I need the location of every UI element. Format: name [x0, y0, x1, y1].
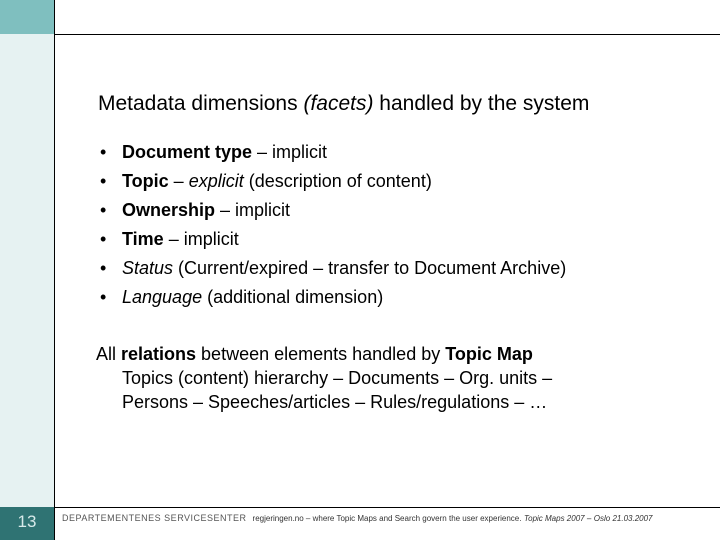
footer-site-text: regjeringen.no – where Topic Maps and Search govern the user experience. — [252, 514, 522, 523]
bullet-text: – implicit — [215, 200, 291, 220]
title-text-end: handled by the system — [373, 92, 590, 115]
bullet-text: – implicit — [163, 229, 239, 249]
bullet-bold: Document type — [122, 142, 253, 162]
relations-middle: between elements handled by — [196, 344, 446, 364]
list-item — [100, 256, 566, 285]
relations-line-3: Persons – Speeches/articles – Rules/regulations – … — [122, 392, 548, 412]
header-accent-block — [0, 0, 54, 34]
vertical-divider — [54, 0, 55, 540]
bullet-italic: Status — [122, 258, 174, 278]
bullet-icon: • — [100, 171, 107, 191]
header-rule — [54, 34, 720, 35]
bullet-sep: – — [168, 171, 189, 191]
topic-map-bold: Topic Map — [445, 344, 533, 364]
relations-prefix: All — [96, 344, 122, 364]
bullet-icon: • — [100, 258, 107, 278]
title-text: Metadata dimensions — [98, 92, 304, 115]
bullet-text: – implicit — [252, 142, 328, 162]
list-item — [100, 198, 566, 227]
slide-title — [98, 92, 589, 116]
bullet-list — [100, 140, 566, 314]
bullet-icon: • — [100, 229, 107, 249]
bullet-icon: • — [100, 142, 107, 162]
bullet-text: (description of content) — [243, 171, 432, 191]
footer — [62, 513, 653, 523]
list-item — [100, 227, 566, 256]
bullet-icon: • — [100, 200, 107, 220]
bullet-text: (additional dimension) — [202, 287, 384, 307]
list-item — [100, 169, 566, 198]
relations-bold: relations — [121, 344, 197, 364]
bullet-bold: Topic — [122, 171, 169, 191]
footer-conference: Topic Maps 2007 – — [523, 514, 592, 523]
bullet-italic: explicit — [188, 171, 244, 191]
bullet-icon: • — [100, 287, 107, 307]
list-item — [100, 140, 566, 169]
bullet-text: (Current/expired – transfer to Document Archive) — [173, 258, 567, 278]
footer-org: DEPARTEMENTENES SERVICESENTER — [62, 513, 247, 523]
relations-paragraph — [96, 342, 552, 414]
footer-date: Oslo 21.03.2007 — [593, 514, 653, 523]
title-italic: (facets) — [303, 92, 374, 115]
relations-line-2: Topics (content) hierarchy – Documents – Org. units – — [122, 368, 553, 388]
list-item — [100, 285, 566, 314]
bullet-italic: Language — [122, 287, 203, 307]
relations-line-1 — [96, 342, 552, 366]
left-sidebar — [0, 0, 54, 540]
bullet-bold: Time — [122, 229, 164, 249]
bullet-bold: Ownership — [122, 200, 216, 220]
footer-rule — [54, 507, 720, 508]
slide-number: 13 — [0, 507, 54, 540]
